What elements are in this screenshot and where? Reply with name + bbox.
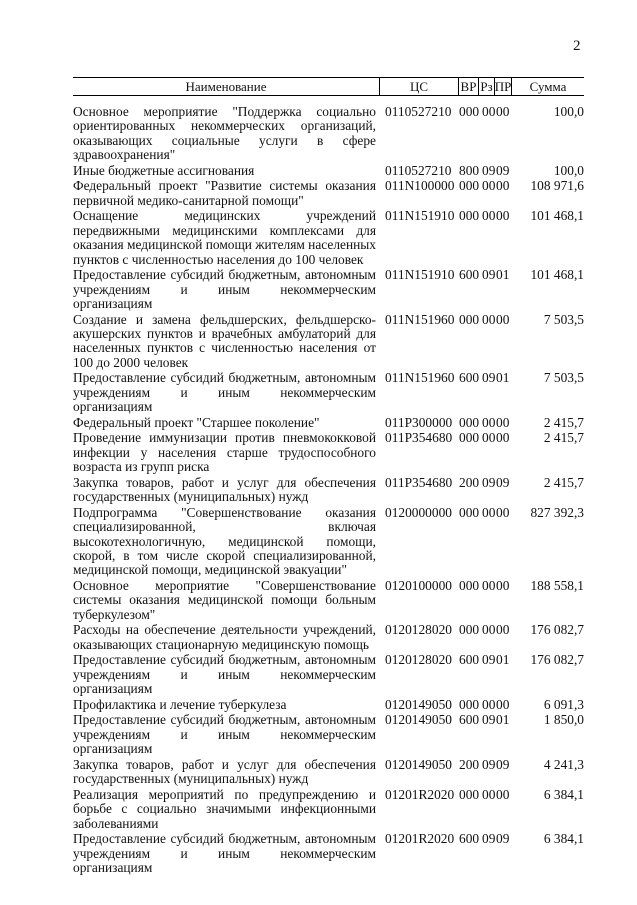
row-cs: 011N151960: [385, 311, 455, 327]
row-sum: 2 415,7: [543, 414, 584, 430]
row-sum: 100,0: [553, 162, 584, 178]
row-pr: 00: [496, 504, 510, 520]
table-row: [73, 758, 584, 787]
row-name: Оснащение медицинских учреждений передвижными медицинскими комплексами для оказания медицинской помощи жителям населенных пунктов с численностью населения до 100 человек: [73, 208, 376, 267]
row-cs: 0110527210: [385, 162, 452, 178]
table-row: [73, 653, 584, 696]
row-sum: 101 468,1: [530, 208, 584, 224]
header-pr: ПР: [494, 78, 512, 94]
row-sum: 100,0: [553, 104, 584, 119]
row-cs: 0120149050: [385, 712, 452, 728]
page-number: 2: [573, 38, 581, 54]
table-row: [73, 579, 584, 622]
table-row: [73, 788, 584, 831]
row-rz: 00: [482, 696, 496, 712]
row-vr: 000: [459, 622, 480, 638]
row-sum: 176 082,7: [530, 622, 584, 638]
row-cs: 0110527210: [385, 104, 452, 119]
header-cs: ЦС: [379, 78, 459, 95]
row-name: Предоставление субсидий бюджетным, автономным учреждениям и иным некоммерческим организациям: [73, 831, 376, 876]
row-name: Федеральный проект "Старшее поколение": [73, 414, 320, 430]
table-body: [73, 105, 584, 876]
header-name: Наименование: [185, 78, 267, 94]
row-pr: 09: [496, 756, 510, 772]
row-pr: 01: [496, 712, 510, 728]
row-cs: 0120149050: [385, 756, 452, 772]
row-vr: 000: [459, 430, 480, 446]
row-sum: 827 392,3: [530, 504, 584, 520]
row-vr: 000: [459, 208, 480, 224]
row-name: Реализация мероприятий по предупреждению и борьбе с социально значимыми инфекционными заболеваниями: [73, 786, 376, 831]
row-sum: 108 971,6: [530, 178, 584, 194]
row-name: Подпрограмма "Совершенствование оказания специализированной, включая высокотехнологичную, медицинской помощи, скорой, в том числе скорой специализированной, медицинской помощи, медицинской эвакуации": [73, 504, 376, 578]
row-name: Федеральный проект "Развитие системы оказания первичной медико-санитарной помощи": [73, 178, 376, 208]
row-sum: 6 384,1: [543, 831, 584, 847]
table-row: [73, 623, 584, 652]
row-vr: 000: [459, 104, 480, 119]
row-rz: 00: [482, 504, 496, 520]
row-sum: 176 082,7: [530, 652, 584, 668]
row-sum: 1 850,0: [543, 712, 584, 728]
row-vr: 000: [459, 178, 480, 194]
row-cs: 0120000000: [385, 504, 452, 520]
row-rz: 09: [482, 712, 496, 728]
row-rz: 00: [482, 104, 496, 119]
row-rz: 09: [482, 162, 496, 178]
row-rz: 09: [482, 370, 496, 386]
table-row: [73, 313, 584, 371]
table-row: [73, 371, 584, 414]
row-pr: 00: [496, 786, 510, 802]
row-pr: 00: [496, 104, 510, 119]
row-rz: 00: [482, 311, 496, 327]
table-row: [73, 832, 584, 875]
row-pr: 01: [496, 652, 510, 668]
row-name: Основное мероприятие "Совершенствование системы оказания медицинской помощи больным туберкулезом": [73, 578, 376, 622]
row-cs: 01201R2020: [385, 786, 455, 802]
row-name: Закупка товаров, работ и услуг для обеспечения государственных (муниципальных) нужд: [73, 474, 376, 505]
row-cs: 0120149050: [385, 696, 452, 712]
row-vr: 000: [459, 786, 480, 802]
row-name: Проведение иммунизации против пневмококковой инфекции у населения старше трудоспособного возраста из групп риска: [73, 430, 376, 475]
row-pr: 00: [496, 414, 510, 430]
row-sum: 7 503,5: [543, 370, 584, 386]
row-cs: 011P354680: [385, 430, 453, 446]
row-rz: 00: [482, 786, 496, 802]
table-row: [73, 416, 584, 430]
row-cs: 011N151910: [385, 208, 455, 224]
table-row: [73, 268, 584, 311]
row-name: Предоставление субсидий бюджетным, автономным учреждениям и иным некоммерческим организациям: [73, 652, 376, 697]
row-cs: 011N100000: [385, 178, 455, 194]
row-vr: 000: [459, 311, 480, 327]
row-sum: 6 091,3: [543, 696, 584, 712]
row-pr: 00: [496, 430, 510, 446]
row-pr: 01: [496, 267, 510, 283]
row-pr: 00: [496, 696, 510, 712]
row-vr: 000: [459, 414, 480, 430]
row-rz: 00: [482, 178, 496, 194]
row-cs: 01201R2020: [385, 831, 455, 847]
table-row: [73, 506, 584, 578]
row-name: Предоставление субсидий бюджетным, автономным учреждениям и иным некоммерческим организациям: [73, 712, 376, 757]
row-rz: 09: [482, 831, 496, 847]
row-vr: 200: [459, 756, 480, 772]
row-sum: 101 468,1: [530, 267, 584, 283]
row-name: Закупка товаров, работ и услуг для обеспечения государственных (муниципальных) нужд: [73, 756, 376, 787]
row-rz: 00: [482, 208, 496, 224]
table-row: [73, 713, 584, 756]
row-name: Создание и замена фельдшерских, фельдшерско-акушерских пунктов и врачебных амбулаторий для населенных пунктов с численностью населения от 100 до 2000 человек: [73, 311, 376, 370]
row-sum: 2 415,7: [543, 430, 584, 446]
row-name: Основное мероприятие "Поддержка социально ориентированных некоммерческих организаций, оказывающих социальные услуги в сфере здравоохранения": [73, 104, 376, 163]
row-pr: 01: [496, 370, 510, 386]
row-rz: 00: [482, 622, 496, 638]
row-sum: 4 241,3: [543, 756, 584, 772]
row-pr: 00: [496, 622, 510, 638]
row-cs: 0120128020: [385, 652, 452, 668]
header-vr: ВР: [459, 78, 479, 95]
row-rz: 09: [482, 756, 496, 772]
table-row: [73, 209, 584, 267]
row-sum: 6 384,1: [543, 786, 584, 802]
row-vr: 000: [459, 696, 480, 712]
row-pr: 09: [496, 474, 510, 490]
table-row: [73, 476, 584, 505]
row-name: Иные бюджетные ассигнования: [73, 162, 255, 178]
row-vr: 200: [459, 474, 480, 490]
row-vr: 600: [459, 652, 480, 668]
row-pr: 09: [496, 831, 510, 847]
row-cs: 0120100000: [385, 578, 452, 594]
table-row: [73, 105, 584, 163]
row-sum: 188 558,1: [530, 578, 584, 594]
row-pr: 00: [496, 208, 510, 224]
table-header: [73, 77, 584, 96]
row-cs: 011P300000: [385, 414, 453, 430]
row-rz: 00: [482, 414, 496, 430]
row-vr: 600: [459, 712, 480, 728]
row-vr: 600: [459, 370, 480, 386]
row-cs: 011N151960: [385, 370, 455, 386]
row-name: Профилактика и лечение туберкулеза: [73, 696, 287, 712]
budget-table: [73, 77, 584, 877]
row-pr: 00: [496, 178, 510, 194]
row-rz: 09: [482, 652, 496, 668]
row-name: Предоставление субсидий бюджетным, автономным учреждениям и иным некоммерческим организациям: [73, 267, 376, 312]
row-cs: 011N151910: [385, 267, 455, 283]
row-sum: 7 503,5: [543, 311, 584, 327]
header-rz: Рз: [479, 78, 495, 95]
row-vr: 000: [459, 578, 480, 594]
row-rz: 09: [482, 474, 496, 490]
row-vr: 000: [459, 504, 480, 520]
header-sum: Сумма: [529, 78, 567, 94]
row-name: Предоставление субсидий бюджетным, автономным учреждениям и иным некоммерческим организациям: [73, 370, 376, 415]
row-cs: 011P354680: [385, 474, 453, 490]
table-row: [73, 698, 584, 712]
table-row: [73, 164, 584, 178]
table-row: [73, 179, 584, 208]
row-vr: 600: [459, 267, 480, 283]
row-pr: 09: [496, 162, 510, 178]
row-name: Расходы на обеспечение деятельности учреждений, оказывающих стационарную медицинскую помощь: [73, 622, 376, 652]
row-cs: 0120128020: [385, 622, 452, 638]
row-sum: 2 415,7: [543, 474, 584, 490]
row-pr: 00: [496, 578, 510, 594]
row-rz: 09: [482, 267, 496, 283]
row-pr: 00: [496, 311, 510, 327]
row-rz: 00: [482, 430, 496, 446]
row-vr: 800: [459, 162, 480, 178]
row-vr: 600: [459, 831, 480, 847]
table-row: [73, 431, 584, 474]
row-rz: 00: [482, 578, 496, 594]
